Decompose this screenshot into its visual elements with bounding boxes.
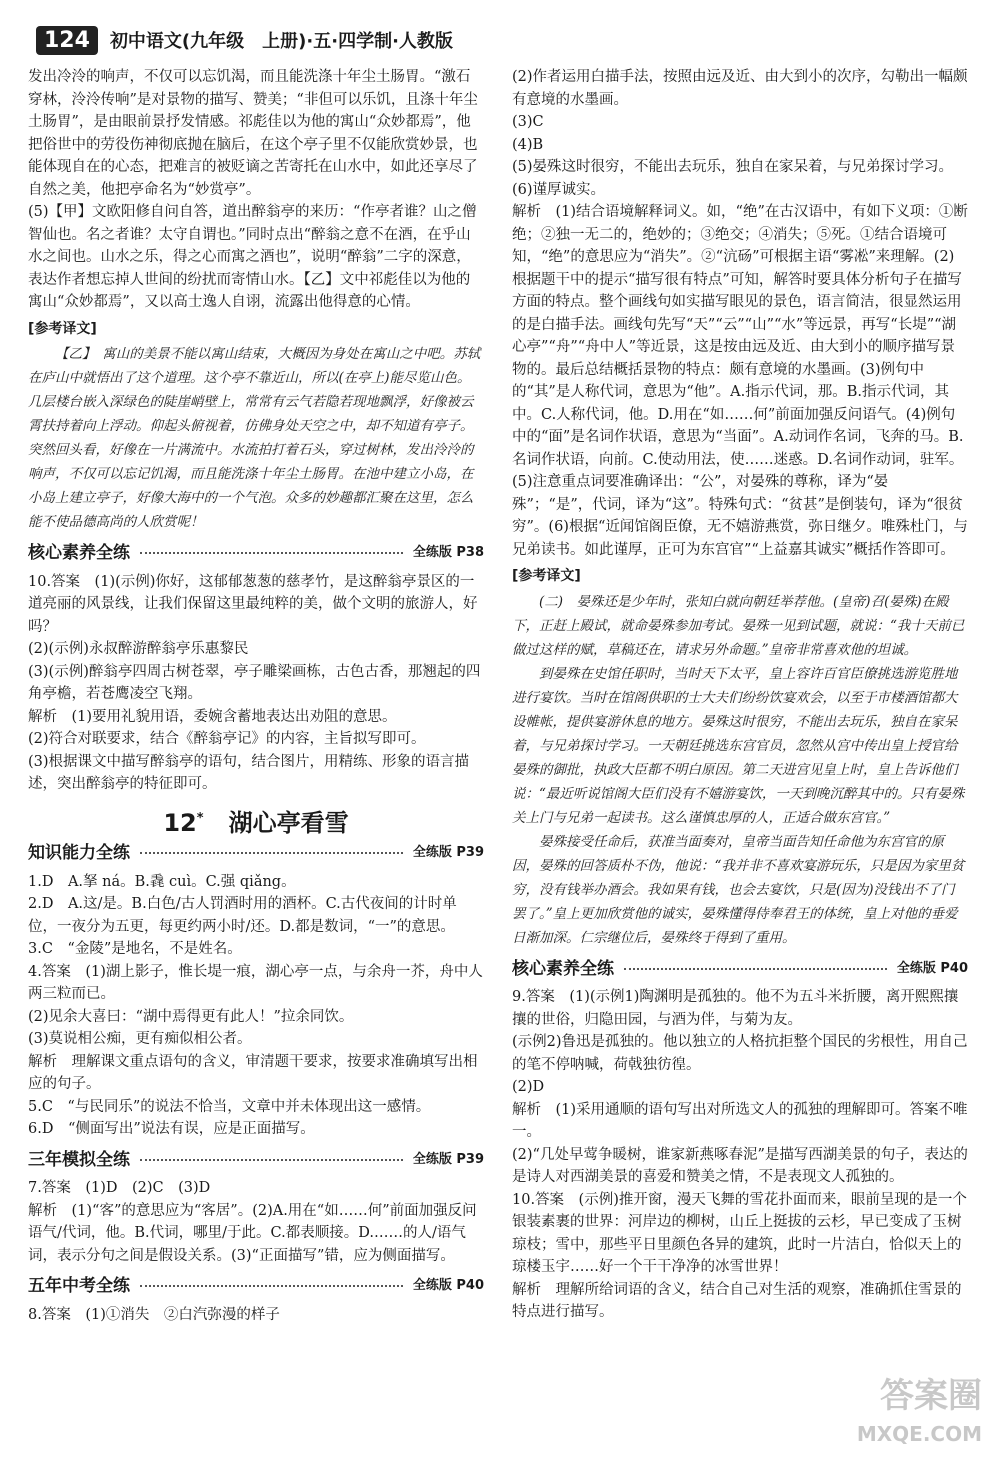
section-header (28, 1149, 484, 1172)
reference-translation-label: [参考译文] (512, 568, 581, 584)
divider (140, 552, 403, 554)
answer-line: 10.答案 (示例)推开窗，漫天飞舞的雪花扑面而来，眼前呈现的是一个银装素裹的世界：河岸边的柳树，山丘上挺拔的云杉，早已变成了玉树琼枝；雪中，那些平日里颜色各异的建筑，此时一片洁白，恰似天上的琼楼玉宇……好一个干干净净的冰雪世界！ (512, 1191, 967, 1275)
section-header (28, 542, 484, 565)
answer-line: (3)根据课文中描写醉翁亭的语句，结合图片，用精练、形象的语言描述，突出醉翁亭的特征即可。 (28, 753, 470, 792)
answer-line: 1.D A.拏 ná。B.毳 cuì。C.强 qiǎng。 (28, 873, 296, 890)
answer-line: (3)(示例)醉翁亭四周古树苍翠，亭子雕梁画栋，古色古香，那翘起的四角亭檐，若苍鹰凌空飞翔。 (28, 663, 481, 702)
answer-line: (2)见余大喜曰：“湖中焉得更有此人！”拉余同饮。 (28, 1008, 354, 1025)
translation-paragraph: 晏殊接受任命后，获准当面奏对，皇帝当面告知任命他为东宫官的原因，晏殊的回答质朴不伪，他说：“我并非不喜欢宴游玩乐，只是因为家里贫穷，没有钱举办酒会。我如果有钱，也会去宴饮，只是(因为)没钱出不了门罢了。”皇上更加欣赏他的诚实，晏殊懂得侍奉君王的体统，皇上对他的垂爱日渐加深。仁宗继位后，晏殊终于得到了重用。 (512, 833, 965, 946)
section-title: 三年模拟全练 (28, 1149, 130, 1170)
lesson-number: 12 (163, 808, 197, 837)
section-ref: 全练版 P39 (412, 1151, 484, 1167)
section-title: 核心素养全练 (28, 543, 130, 563)
divider (624, 968, 887, 970)
answer-line: 8.答案 (1)①消失 ②白汽弥漫的样子 (28, 1306, 280, 1323)
section-ref: 全练版 P40 (412, 1278, 484, 1293)
section-title: 核心素养全练 (512, 958, 614, 979)
answer-line: 7.答案 (1)D (2)C (3)D (28, 1180, 211, 1196)
right-column (512, 66, 968, 1324)
divider (140, 852, 403, 854)
answer-line: (2)符合对联要求，结合《醉翁亭记》的内容，主旨拟写即可。 (28, 731, 426, 747)
answer-line: 5.C “与民同乐”的说法不恰当，文章中并未体现出这一感情。 (28, 1098, 431, 1115)
answer-line: (5)晏殊这时很穷，不能出去玩乐，独自在家呆着，与兄弟探讨学习。 (512, 159, 954, 175)
paragraph: (5)【甲】文欧阳修自问自答，道出醉翁亭的来历：“作亭者谁？山之僧智仙也。名之者谁？太守自谓也。”同时点出“醉翁之意不在酒，在乎山水之间也。山水之乐，得之心而寓之酒也”，说明“醉翁”二字的深意，表达作者想忘掉人世间的纷扰而寄情山水。【乙】文中祁彪佳以为他的寓山“众妙都焉”，又以高士逸人自诩，流露出他得意的心情。 (28, 204, 477, 310)
watermark-text: 答案圈 (880, 1376, 982, 1416)
answer-line: 3.C “金陵”是地名，不是姓名。 (28, 941, 242, 957)
section-header (28, 1275, 484, 1298)
section-header (28, 842, 484, 865)
answer-line: (3)莫说相公痴，更有痴似相公者。 (28, 1031, 252, 1047)
translation-paragraph: (二) 晏殊还是少年时，张知白就向朝廷举荐他。(皇帝)召(晏殊)在殿下，正赶上殿试，就命晏殊参加考试。晏殊一见到试题，就说：“我十天前已做过这样的赋，草稿还在，请求另外命题。”皇帝非常喜欢他的坦诚。 (512, 593, 965, 658)
answer-line: (3)C (512, 114, 544, 130)
answer-line: (2)D (512, 1079, 545, 1095)
page-header (36, 20, 966, 60)
watermark-url: MXQE.COM (856, 1422, 982, 1446)
answer-line: 9.答案 (1)(示例1)陶渊明是孤独的。他不为五斗米折腰，离开熙熙攘攘的世俗，归隐田园，与酒为伴，与菊为友。 (512, 989, 959, 1028)
divider (140, 1285, 403, 1287)
book-title: 初中语文(九年级 上册)·五·四学制·人教版 (109, 31, 453, 52)
section-ref: 全练版 P38 (412, 545, 484, 560)
answer-line: 解析 (1)要用礼貌用语，委婉含蓄地表达出劝阻的意思。 (28, 708, 397, 725)
section-ref: 全练版 P40 (896, 960, 968, 976)
answer-line: 解析 (1)“客”的意思应为“客居”。(2)A.用在“如……何”前面加强反问语气/代词，他。B.代词，哪里/于此。C.都表顺接。D.……的人/语气词，表示分句之间是假设关系。(3)“正面描写”错，应为侧面描写。 (28, 1202, 477, 1264)
section-ref: 全练版 P39 (412, 845, 484, 860)
lesson-name: 湖心亭看雪 (228, 808, 349, 837)
answer-line: (6)谨厚诚实。 (512, 181, 606, 198)
section-title: 五年中考全练 (28, 1276, 130, 1296)
answer-line: 解析 (1)采用通顺的语句写出对所选文人的孤独的理解即可。答案不唯一。 (512, 1101, 968, 1140)
answer-line: (示例2)鲁迅是孤独的。他以独立的人格抗拒整个国民的劣根性，用自己的笔不停呐喊，荷戟独彷徨。 (512, 1034, 968, 1073)
answer-line: 解析 理解课文重点语句的含义，审清题干要求，按要求准确填写出相应的句子。 (28, 1053, 478, 1092)
answer-line: (4)B (512, 136, 544, 153)
answer-line: 4.答案 (1)湖上影子，惟长堤一痕，湖心亭一点，与余舟一芥，舟中人两三粒而已。 (28, 963, 483, 1002)
answer-line: (2)“几处早莺争暖树，谁家新燕啄春泥”是描写西湖美景的句子，表达的是诗人对西湖美景的喜爱和赞美之情，不是表现文人孤独的。 (512, 1146, 968, 1185)
answer-line: (2)(示例)永叔醉游醉翁亭乐惠黎民 (28, 641, 249, 657)
reference-translation-label: [参考译文] (28, 320, 97, 337)
section-header (512, 958, 968, 981)
divider (140, 1159, 403, 1161)
watermark (857, 1377, 982, 1453)
answer-line: 解析 (1)结合语境解释词义。如，“绝”在古汉语中，有如下义项：①断绝；②独一无二的，绝妙的；③绝交；④消失；⑤死。①结合语境可知，“绝”的意思应为“消失”。②“沆砀”可根据主语“雾凇”来理解。(2)根据题干中的提示“描写很有特点”可知，解答时要具体分析句子在描写方面的特点。整个画线句如实描写眼见的景色，语言简洁，很显然运用的是白描手法。画线句先写“天”“云”“山”“水”等远景，再写“长堤”“湖心亭”“舟”“舟中人”等近景，这是按由远及近、由大到小的顺序描写景物的。最后总结概括景物的特点：颇有意境的水墨画。(3)例句中的“其”是人称代词，意思为“他”。A.指示代词，那。B.指示代词，其中。C.人称代词，他。D.用在“如……何”前面加强反问语气。(4)例句中的“面”是名词作状语，意思为“当面”。A.动词作名词，飞奔的马。B.名词作状语，向前。C.使动用法，使……迷惑。D.名词作动词，驻军。(5)注意重点词要准确译出：“公”，对晏殊的尊称，译为“晏殊”；“是”，代词，译为“这”。特殊句式：“贫甚”是倒装句，译为“很贫穷”。(6)根据“近闻馆阁臣僚，无不嬉游燕赏，弥日继夕。唯殊杜门，与兄弟读书。如此谨厚，正可为东宫官”“上益嘉其诚实”概括作答即可。 (512, 204, 968, 558)
translation-paragraph: 到晏殊在史馆任职时，当时天下太平，皇上容许百官臣僚挑选游览胜地进行宴饮。当时在馆阁供职的士大夫们纷纷饮宴欢会，以至于市楼酒馆都大设帷帐，提供宴游休息的地方。晏殊这时很穷，不能出去玩乐，独自在家呆着，与兄弟探讨学习。一天朝廷挑选东宫官员，忽然从宫中传出皇上授官给晏殊的御批，执政大臣都不明白原因。第二天进宫见皇上时，皇上告诉他们说：“最近听说馆阁大臣们没有不嬉游宴饮，一天到晚沉醉其中的。只有晏殊关上门与兄弟一起读书。这么谨慎忠厚的人，正适合做东宫官。” (512, 665, 965, 826)
answer-line: (2)作者运用白描手法，按照由远及近、由大到小的次序，勾勒出一幅颇有意境的水墨画。 (512, 69, 968, 108)
page-number: 124 (36, 26, 98, 55)
section-title: 知识能力全练 (28, 843, 130, 863)
left-column (28, 66, 484, 1326)
answer-line: 10.答案 (1)(示例)你好，这郁郁葱葱的慈孝竹，是这醉翁亭景区的一道亮丽的风景线，让我们保留这里最纯粹的美，做个文明的旅游人，好吗？ (28, 573, 478, 635)
lesson-title (28, 808, 484, 835)
paragraph: 发出冷泠的响声，不仅可以忘饥渴，而且能洗涤十年尘土肠胃。“激石穿林，泠泠传响”是对景物的描写、赞美；“非但可以乐饥，且涤十年尘土肠胃”，是由眼前景抒发情感。祁彪佳以为他的寓山“众妙都焉”，他把俗世中的劳役伤神彻底抛在脑后，在这个亭子里不仅能欣赏妙景，也能体现自在的心态，把难言的被贬谪之苦寄托在山水中，如此还享尽了自然之美，他把亭命名为“妙赏亭”。 (28, 69, 478, 198)
answer-line: 2.D A.这/是。B.白色/古人罚酒时用的酒杯。C.古代夜间的计时单位，一夜分为五更，每更约两小时/还。D.都是数词，“一”的意思。 (28, 896, 457, 935)
answer-line: 6.D “侧面写出”说法有误，应是正面描写。 (28, 1121, 315, 1137)
answer-line: 解析 理解所给词语的含义，结合自己对生活的观察，准确抓住雪景的特点进行描写。 (512, 1281, 962, 1320)
translation-paragraph: 【乙】 寓山的美景不能以寓山结束，大概因为身处在寓山之中吧。苏轼在庐山中就悟出了这个道理。这个亭不靠近山，所以(在亭上)能尽览山色。几层楼台嵌入深绿色的陡崖峭壁上，常常有云气若隐若现地飘浮，好像被云霄扶持着向上浮动。仰起头俯视着，仿佛身处天空之中，却不知道有亭子。突然回头看，好像在一片满流中。水流拍打着石头，穿过树林，发出泠泠的响声，不仅可以忘记饥渴，而且能洗涤十年尘土肠胃。在池中建立小岛，在小岛上建立亭子，好像大海中的一个气泡。众多的妙趣都汇聚在这里，怎么能不使品德高尚的人欣赏呢！ (28, 346, 481, 530)
lesson-star: * (196, 810, 204, 826)
